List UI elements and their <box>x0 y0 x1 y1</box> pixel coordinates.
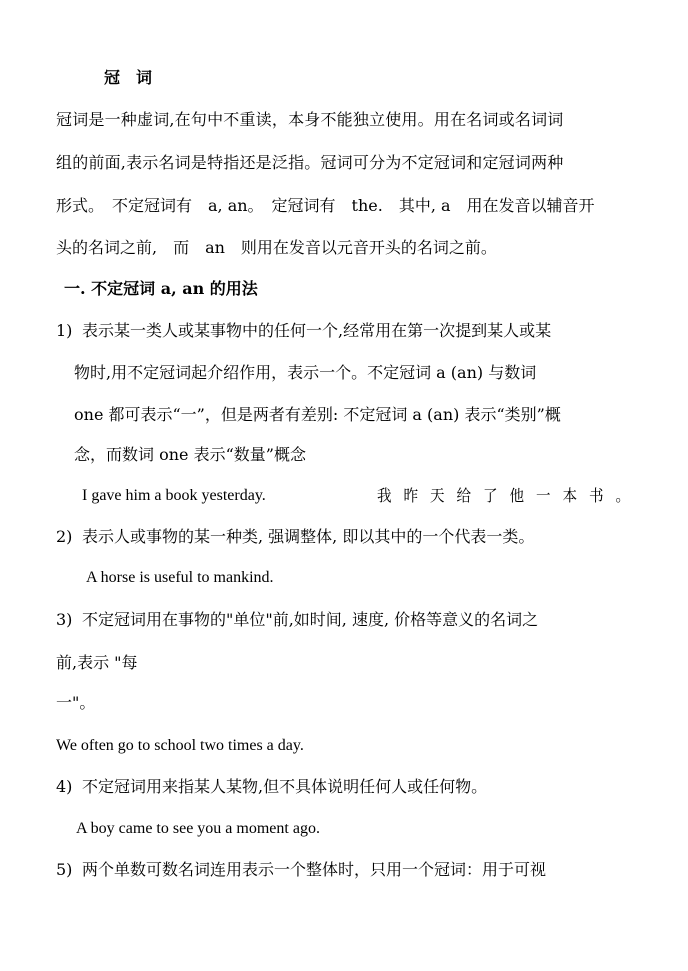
item-5-number: 5) <box>56 860 73 879</box>
item-1-line-1: 表示某一类人或某事物中的任何一个,经常用在第一次提到某人或某 <box>82 321 552 340</box>
item-2-number: 2) <box>56 527 73 546</box>
item-4-number: 4) <box>56 777 73 796</box>
item-3-line-2: 前,表示 "每 <box>56 653 138 672</box>
item-3-example: We often go to school two times a day. <box>56 737 304 754</box>
item-3-line-3: 一"。 <box>56 693 96 712</box>
item-3-line-1: 不定冠词用在事物的"单位"前,如时间, 速度, 价格等意义的名词之 <box>82 610 539 629</box>
item-1-line-3: one 都可表示“一”，但是两者有差别: 不定冠词 a (an) 表示“类别”概 <box>74 405 561 424</box>
item-1-example-chinese: 我 昨 天 给 了 他 一 本 书 。 <box>377 486 634 505</box>
intro-line-3: 形式。 不定冠词有 a, an。 定冠词有 the. 其中, a 用在发音以辅音开 <box>56 196 595 215</box>
section-heading-indefinite-articles: 一. 不定冠词 a, an 的用法 <box>64 279 258 298</box>
intro-line-2: 组的前面,表示名词是特指还是泛指。冠词可分为不定冠词和定冠词两种 <box>56 153 564 172</box>
item-4-example: A boy came to see you a moment ago. <box>76 820 320 837</box>
section-title: 冠 词 <box>104 68 153 87</box>
item-1-line-4: 念，而数词 one 表示“数量”概念 <box>74 445 306 464</box>
item-1-line-2: 物时,用不定冠词起介绍作用，表示一个。不定冠词 a (an) 与数词 <box>74 363 537 382</box>
item-1-example-english: I gave him a book yesterday. <box>82 487 266 504</box>
intro-line-4: 头的名词之前, 而 an 则用在发音以元音开头的名词之前。 <box>56 238 497 257</box>
item-3-number: 3) <box>56 610 73 629</box>
item-2-line-1: 表示人或事物的某一种类, 强调整体, 即以其中的一个代表一类。 <box>82 527 535 546</box>
item-5-line-1: 两个单数可数名词连用表示一个整体时，只用一个冠词：用于可视 <box>82 860 547 879</box>
item-1-number: 1) <box>56 321 73 340</box>
item-4-line-1: 不定冠词用来指某人某物,但不具体说明任何人或任何物。 <box>82 777 488 796</box>
intro-line-1: 冠词是一种虚词,在句中不重读，本身不能独立使用。用在名词或名词词 <box>56 110 564 129</box>
item-2-example: A horse is useful to mankind. <box>86 569 274 586</box>
